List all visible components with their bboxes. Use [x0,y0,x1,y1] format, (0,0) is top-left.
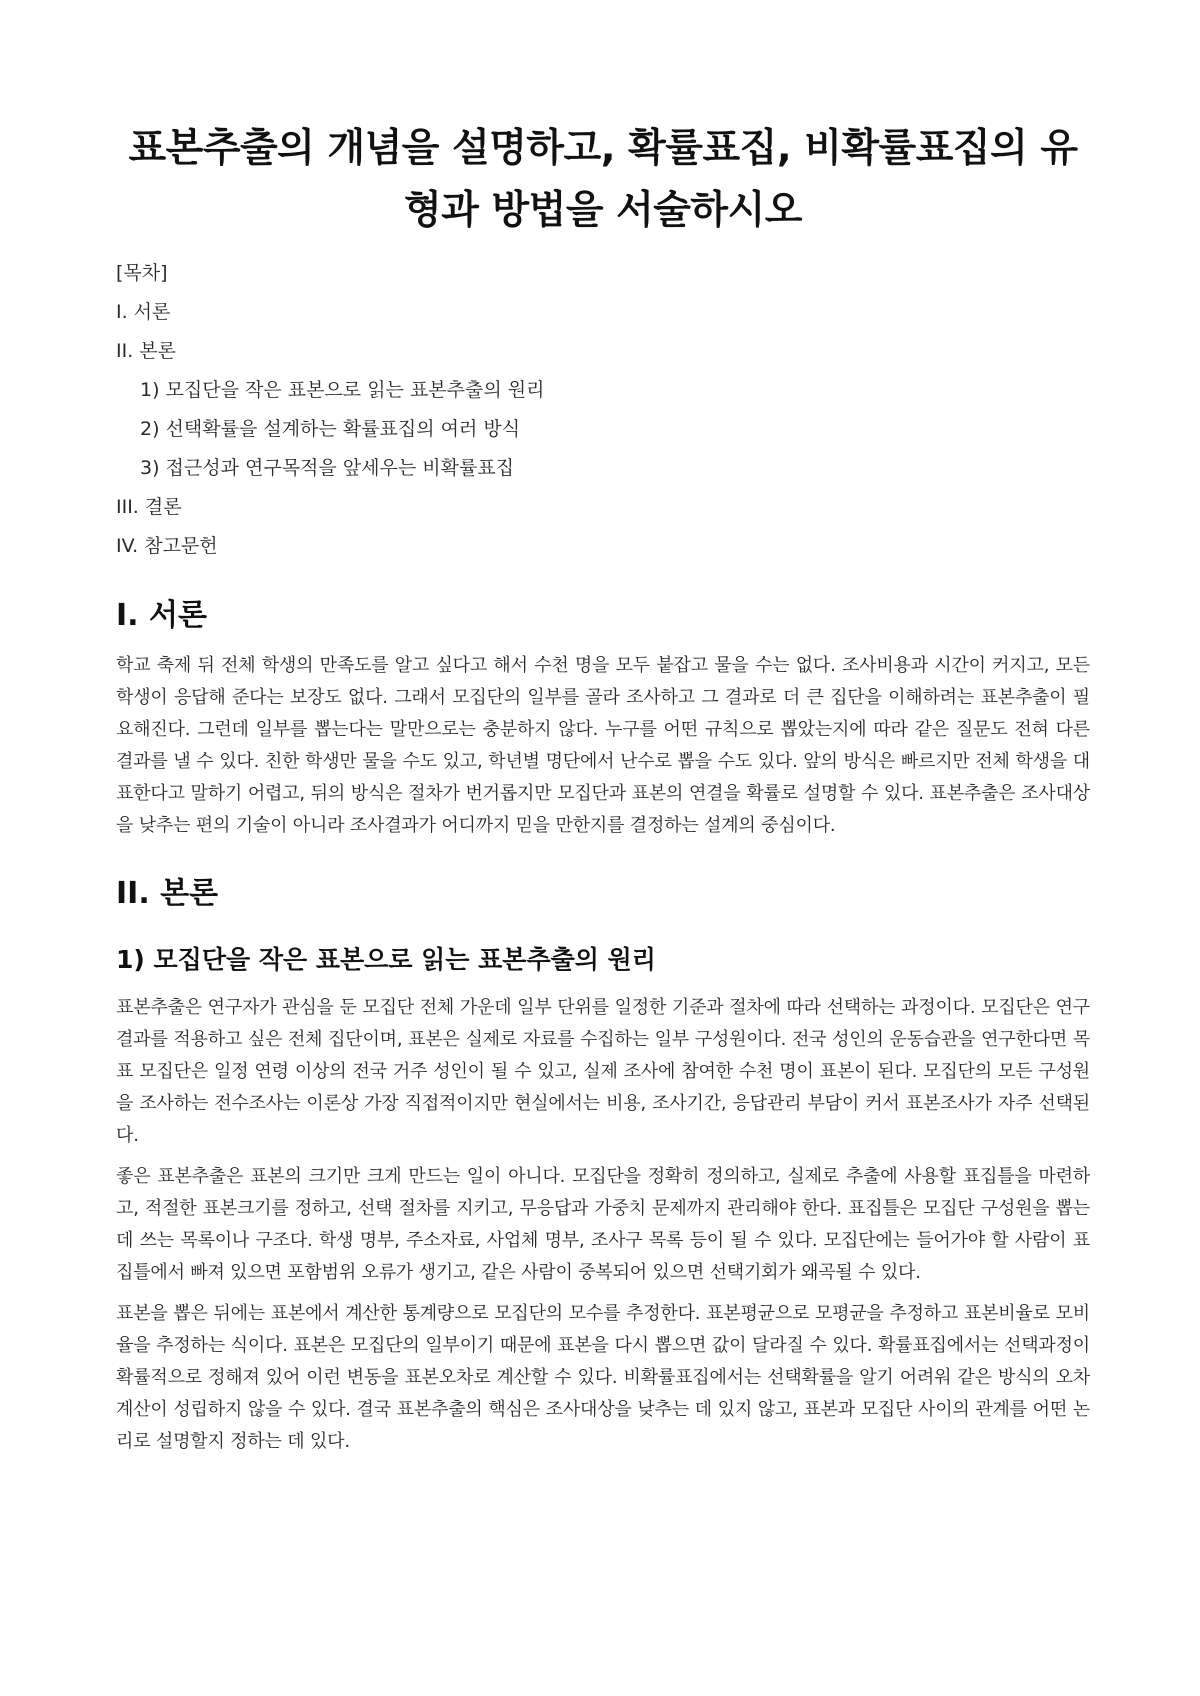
section-heading-body: II. 본론 [116,876,219,911]
toc-item-references: IV. 참고문헌 [116,535,218,557]
toc-item-intro: I. 서론 [116,301,171,323]
section-heading-intro: I. 서론 [116,598,207,633]
body-paragraph-1: 표본추출은 연구자가 관심을 둔 모집단 전체 가운데 일부 단위를 일정한 기준과 절차에 따라 선택하는 과정이다. 모집단은 연구결과를 적용하고 싶은 전체 집단이며, 표본은 실제로 자료를 수집하는 일부 구성원이다. 전국 성인의 운동습관을 연구한다면 목표 모집단은 일정 연령 이상의 전국 거주 성인이 될 수 있고, 실제 조사에 참여한 수천 명이 표본이 된다. 모집단의 모든 구성원을 조사하는 전수조사는 이론상 가장 직접적이지만 현실에서는 비용, 조사기간, 응답관리 부담이 커서 표본조사가 자주 선택된다. [116,997,1090,1146]
table-of-contents [116,254,1090,566]
intro-paragraph: 학교 축제 뒤 전체 학생의 만족도를 알고 싶다고 해서 수천 명을 모두 붙잡고 물을 수는 없다. 조사비용과 시간이 커지고, 모든 학생이 응답해 준다는 보장도 없다. 그래서 모집단의 일부를 골라 조사하고 그 결과로 더 큰 집단을 이해하려는 표본추출이 필요해진다. 그런데 일부를 뽑는다는 말만으로는 충분하지 않다. 누구를 어떤 규칙으로 뽑았는지에 따라 같은 질문도 전혀 다른 결과를 낼 수 있다. 친한 학생만 물을 수도 있고, 학년별 명단에서 난수로 뽑을 수도 있다. 앞의 방식은 빠르지만 전체 학생을 대표한다고 말하기 어렵고, 뒤의 방식은 절차가 번거롭지만 모집단과 표본의 연결을 확률로 설명할 수 있다. 표본추출은 조사대상을 낮추는 편의 기술이 아니라 조사결과가 어디까지 믿을 만한지를 결정하는 설계의 중심이다. [116,655,1090,836]
body-paragraph-2: 좋은 표본추출은 표본의 크기만 크게 만드는 일이 아니다. 모집단을 정확히 정의하고, 실제로 추출에 사용할 표집틀을 마련하고, 적절한 표본크기를 정하고, 선택 절차를 지키고, 무응답과 가중치 문제까지 관리해야 한다. 표집틀은 모집단 구성원을 뽑는 데 쓰는 목록이나 구조다. 학생 명부, 주소자료, 사업체 명부, 조사구 목록 등이 될 수 있다. 모집단에는 들어가야 할 사람이 표집틀에서 빠져 있으면 포함범위 오류가 생기고, 같은 사람이 중복되어 있으면 선택기회가 왜곡될 수 있다. [116,1166,1090,1283]
toc-item-body: II. 본론 [116,340,176,362]
toc-heading: [목차] [116,262,168,284]
section-intro [116,594,1090,842]
toc-item-conclusion: III. 결론 [116,496,182,518]
section-body [116,872,1090,1458]
subsection-heading-1: 1) 모집단을 작은 표본으로 읽는 표본추출의 원리 [116,945,656,974]
document-title: 표본추출의 개념을 설명하고, 확률표집, 비확률표집의 유형과 방법을 서술하시오 [128,126,1078,233]
toc-item-body-2: 2) 선택확률을 설계하는 확률표집의 여러 방식 [140,418,521,440]
toc-item-body-3: 3) 접근성과 연구목적을 앞세우는 비확률표집 [140,457,515,479]
body-paragraph-3: 표본을 뽑은 뒤에는 표본에서 계산한 통계량으로 모집단의 모수를 추정한다. 표본평균으로 모평균을 추정하고 표본비율로 모비율을 추정하는 식이다. 표본은 모집단의 일부이기 때문에 표본을 다시 뽑으면 값이 달라질 수 있다. 확률표집에서는 선택과정이 확률적으로 정해져 있어 이런 변동을 표본오차로 계산할 수 있다. 비확률표집에서는 선택확률을 알기 어려워 같은 방식의 오차 계산이 성립하지 않을 수 있다. 결국 표본추출의 핵심은 조사대상을 낮추는 데 있지 않고, 표본과 모집단 사이의 관계를 어떤 논리로 설명할지 정하는 데 있다. [116,1303,1090,1452]
toc-item-body-1: 1) 모집단을 작은 표본으로 읽는 표본추출의 원리 [140,379,545,401]
